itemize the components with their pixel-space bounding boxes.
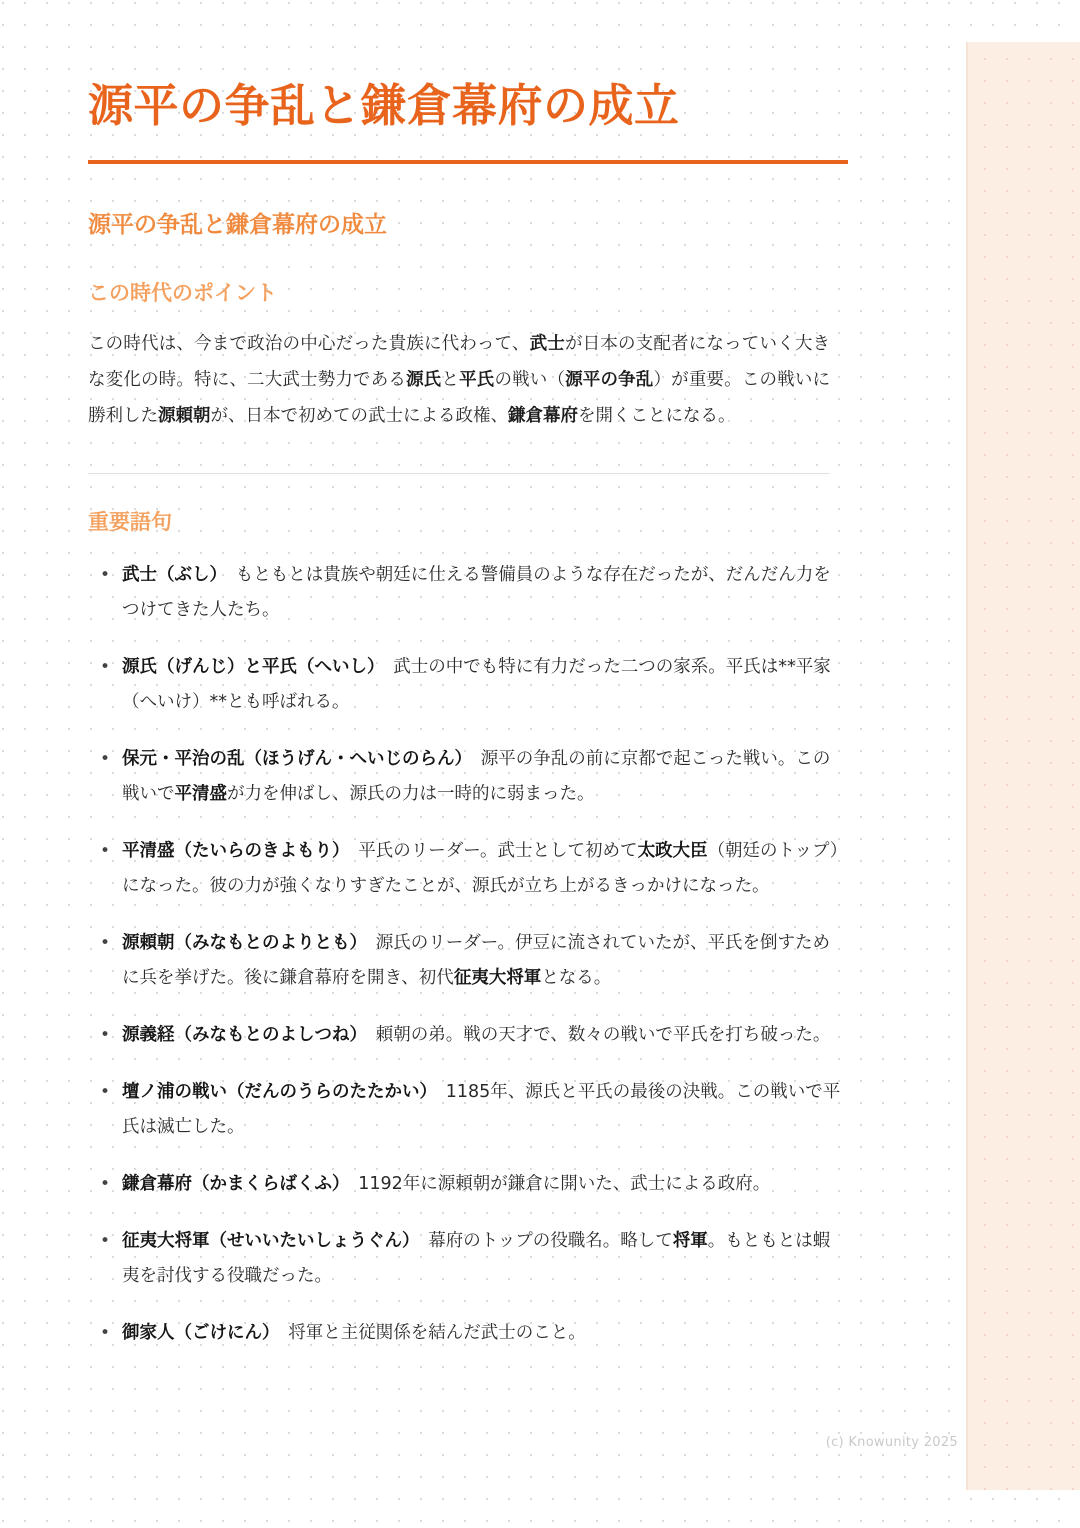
body-text: 。もともとは蝦夷を討伐する役職だった。 — [122, 1230, 831, 1286]
decorative-right-band — [968, 42, 1080, 1490]
body-text: となる。 — [541, 967, 612, 988]
body-text: この時代は、今まで政治の中心だった貴族に代わって、 — [88, 334, 530, 355]
body-text: が力を伸ばし、源氏の力は一時的に弱まった。 — [227, 783, 595, 804]
body-text: を開くことになる。 — [578, 406, 736, 426]
body-text: が日本の支配者になっていく大きな変化の時。特に、二大武士勢力である — [88, 334, 831, 391]
emphasis-text: 鎌倉幕府 — [508, 406, 578, 426]
emphasis-text: 武士 — [529, 334, 565, 355]
intro-paragraph — [88, 327, 830, 435]
list-item — [122, 558, 842, 628]
body-text: 源氏のリーダー。伊豆に流されていたが、平氏を倒すために兵を挙げた。後に鎌倉幕府を開き、初代 — [122, 932, 831, 988]
body-text: 将軍と主従関係を結んだ武士のこと。 — [270, 1322, 586, 1343]
emphasis-text: 将軍 — [672, 1230, 708, 1251]
section-heading: 源平の争乱と鎌倉幕府の成立 — [88, 212, 387, 239]
emphasis-text: 太政大臣 — [637, 840, 708, 861]
emphasis-text: 武士（ぶし） — [122, 564, 219, 585]
emphasis-text: 源氏（げんじ）と平氏（へいし） — [122, 656, 376, 677]
body-text: 平氏のリーダー。武士として初めて — [340, 840, 638, 861]
body-text: が、日本で初めての武士による政権、 — [210, 406, 508, 426]
emphasis-text: 平氏 — [459, 370, 495, 391]
body-text: 1192年に源頼朝が鎌倉に開いた、武士による政府。 — [340, 1173, 771, 1194]
section-divider — [88, 473, 830, 474]
body-text: ）が重要。この戦いに勝利した — [88, 370, 831, 426]
emphasis-text: 征夷大将軍（せいいたいしょうぐん） — [122, 1230, 411, 1251]
body-text: 1185年、源氏と平氏の最後の決戦。この戦いで平氏は滅亡した。 — [122, 1081, 841, 1137]
emphasis-text: 源平の争乱 — [565, 370, 654, 391]
emphasis-text: 征夷大将軍 — [453, 967, 542, 988]
body-text: 源平の争乱の前に京都で起こった戦い。この戦いで — [122, 748, 831, 804]
point-heading: この時代のポイント — [88, 281, 277, 306]
terms-list — [88, 558, 840, 1351]
body-text: もともとは貴族や朝廷に仕える警備員のような存在だったが、だんだん力をつけてきた人たち。 — [122, 564, 831, 620]
page-title: 源平の争乱と鎌倉幕府の成立 — [88, 79, 680, 132]
watermark: (c) Knowunity 2025 — [825, 1435, 958, 1450]
body-text: （朝廷のトップ）になった。彼の力が強くなりすぎたことが、源氏が立ち上がるきっかけになった。 — [122, 840, 839, 896]
body-text: 幕府のトップの役職名。略して — [410, 1230, 673, 1251]
list-item — [122, 742, 842, 812]
emphasis-text: 保元・平治の乱（ほうげん・へいじのらん） — [122, 748, 464, 769]
emphasis-text: 鎌倉幕府（かまくらばくふ） — [122, 1173, 341, 1194]
body-text: 頼朝の弟。戦の天才で、数々の戦いで平氏を打ち破った。 — [358, 1024, 831, 1045]
document-content — [88, 0, 840, 1373]
list-item — [122, 926, 842, 996]
list-item — [122, 1167, 842, 1202]
list-item — [122, 1018, 842, 1053]
emphasis-text: 平清盛（たいらのきよもり） — [122, 840, 341, 861]
list-item — [122, 1316, 842, 1351]
list-item — [122, 1224, 842, 1294]
emphasis-text: 壇ノ浦の戦い（だんのうらのたたかい） — [122, 1081, 429, 1102]
title-underline — [88, 160, 848, 164]
emphasis-text: 御家人（ごけにん） — [122, 1322, 271, 1343]
emphasis-text: 源頼朝 — [158, 406, 211, 426]
emphasis-text: 源氏 — [406, 370, 442, 391]
body-text: の戦い（ — [494, 370, 566, 391]
terms-heading: 重要語句 — [88, 509, 172, 534]
list-item — [122, 834, 842, 904]
body-text: と — [441, 370, 460, 391]
list-item — [122, 1075, 842, 1145]
emphasis-text: 平清盛 — [174, 783, 227, 804]
list-item — [122, 650, 842, 720]
emphasis-text: 源頼朝（みなもとのよりとも） — [122, 932, 359, 953]
body-text: 武士の中でも特に有力だった二つの家系。平氏は**平家（へいけ）**とも呼ばれる。 — [122, 656, 831, 712]
emphasis-text: 源義経（みなもとのよしつね） — [122, 1024, 359, 1045]
